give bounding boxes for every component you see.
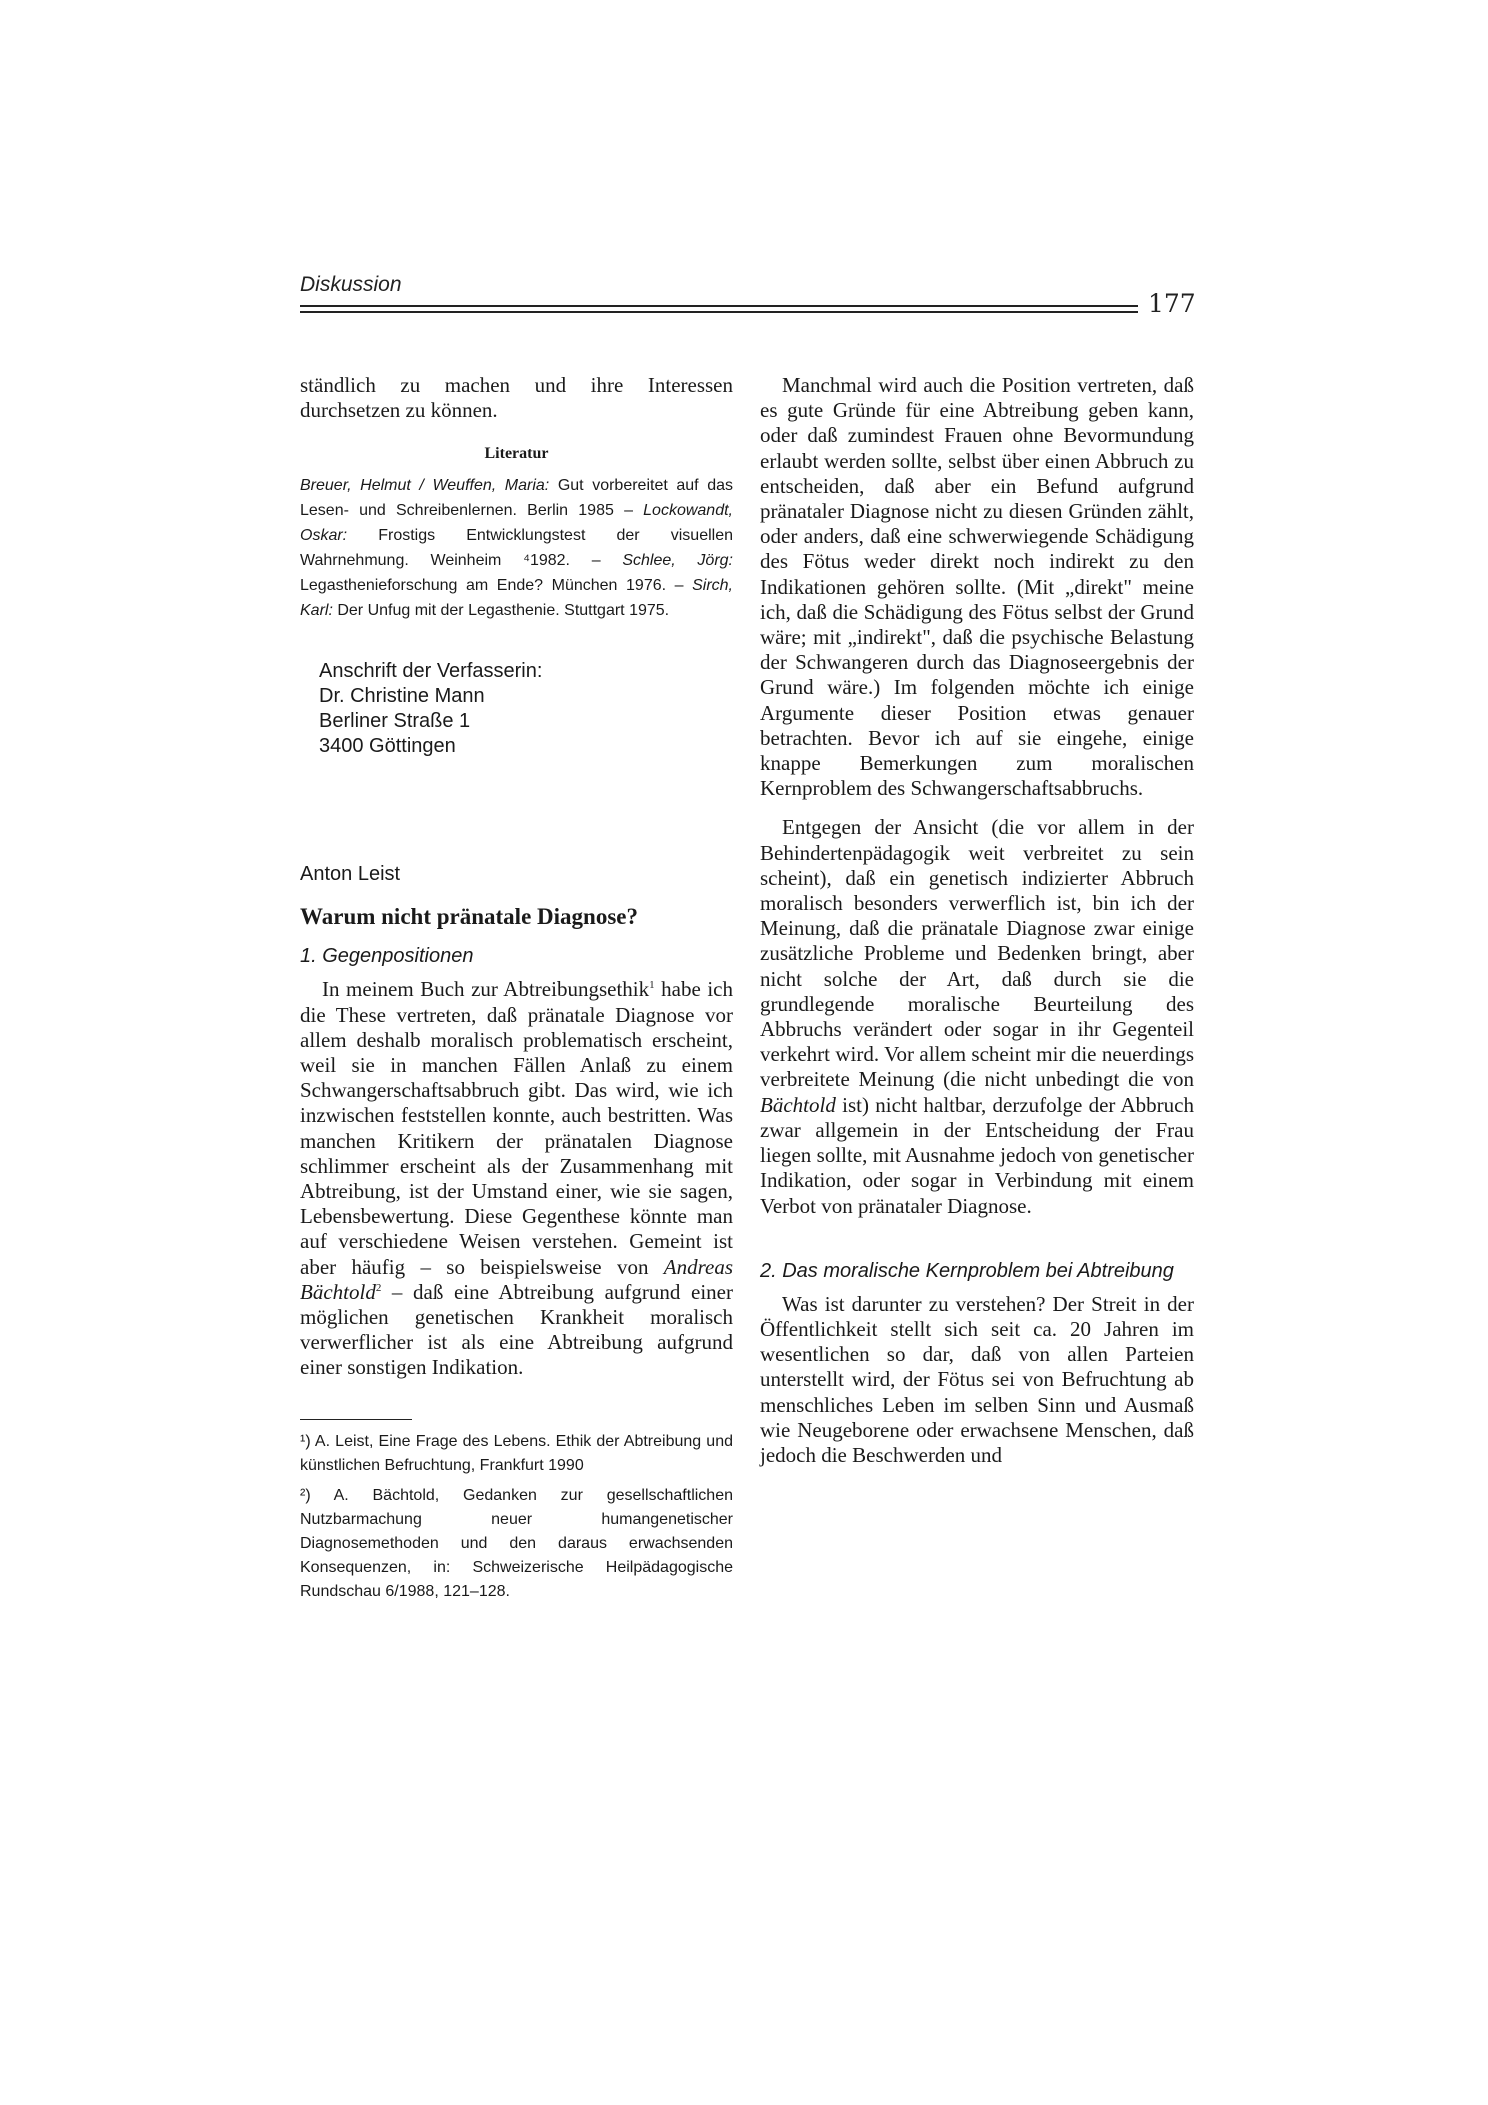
footnote-marker: 1	[649, 979, 655, 992]
lit-author: Sirch, Karl:	[300, 577, 733, 620]
right-column	[760, 373, 1194, 1468]
lit-text: Gut vorbereitet auf das Lesen- und Schreibenlernen. Berlin 1985 –	[300, 477, 734, 520]
address-line: Anschrift der Verfasserin:	[319, 660, 543, 683]
left-column	[300, 373, 733, 1604]
article-title: Warum nicht pränatale Diagnose?	[300, 904, 638, 930]
footnote: ¹) A. Leist, Eine Frage des Lebens. Ethik der Abtreibung und künstlichen Befruchtung, Frankfurt 1990	[300, 1432, 733, 1474]
author-address	[319, 659, 733, 759]
lit-author: Breuer, Helmut / Weuffen, Maria:	[300, 477, 550, 495]
text-run: Entgegen der Ansicht (die vor allem in der Behindertenpädagogik weit verbreitet zu sein scheint), daß ein genetisch indizierter Abbruch moralisch besonders verwerflich ist, bin ich der Meinung, daß die pränatale Diagnose zwar einige zusätzliche Probleme und Bedenken bringt, aber nicht solche der Art, daß durch sie die grundlegende moralische Beurteilung des Abbruchs verändert oder sogar in ihr Gegenteil verkehrt wird. Vor allem scheint mir die neuerdings verbreitete Meinung (die nicht unbedingt die von	[760, 815, 1194, 1092]
paragraph-continuation: ständlich zu machen und ihre Interessen durchsetzen zu können.	[300, 373, 733, 423]
text-run: habe ich die These vertreten, daß pränatale Diagnose vor allem deshalb moralisch problematisch erscheint, weil sie in manchen Fällen Anlaß zu einem Schwangerschaftsabbruch gibt. Das wird, wie ich inzwischen feststellen konnte, auch bestritten. Was manchen Kritikern der pränatalen Diagnose schlimmer erscheint als der Zusammenhang mit Abtreibung, ist der Umstand einer, wie sie sagen, Lebensbewertung. Diese Gegenthese könnte man auf verschiedene Weisen verstehen. Gemeint ist aber häufig – so beispielsweise von	[300, 977, 733, 1279]
body-paragraph	[300, 977, 733, 1380]
article-author: Anton Leist	[300, 863, 401, 886]
text-run: In meinem Buch zur Abtreibungsethik	[322, 977, 650, 1002]
header-rule	[300, 311, 1138, 313]
text-run: ist) nicht haltbar, derzufolge der Abbruch zwar allgemein in der Entscheidung der Frau liegen sollte, mit Ausnahme jedoch von genetischer Indikation, oder sogar in Verbindung mit einem Verbot von pränataler Diagnose.	[760, 1092, 1194, 1218]
address-line: 3400 Göttingen	[319, 735, 456, 758]
text-run: – daß eine Abtreibung aufgrund einer möglichen genetischen Krankheit moralisch verwerflicher ist als eine Abtreibung aufgrund einer sonstigen Indikation.	[300, 1279, 733, 1380]
footnote-rule	[300, 1419, 412, 1420]
address-line: Dr. Christine Mann	[319, 685, 485, 708]
address-line: Berliner Straße 1	[319, 710, 471, 733]
literature-heading: Literatur	[484, 445, 549, 463]
cited-name: Andreas Bächtold	[300, 1254, 733, 1304]
literature-list	[300, 473, 733, 623]
body-paragraph	[760, 815, 1194, 1218]
running-header-title: Diskussion	[300, 273, 402, 296]
lit-author: Lockowandt, Oskar:	[300, 502, 733, 545]
section-heading: 1. Gegenpositionen	[300, 945, 474, 968]
body-paragraph: Was ist darunter zu verstehen? Der Streit in der Öffentlichkeit stellt sich seit ca. 20 Jahren im wesentlichen so dar, daß von allen Parteien unterstellt wird, der Fötus sei von Befruchtung ab menschliches Leben im selben Sinn und Ausmaß wie Neugeborene oder erwachsene Menschen, daß jedoch die Beschwerden und	[760, 1291, 1194, 1467]
section-heading: 2. Das moralische Kernproblem bei Abtreibung	[760, 1259, 1174, 1282]
cited-name: Bächtold	[760, 1092, 836, 1117]
lit-text: Legasthenieforschung am Ende? München 1976. –	[300, 577, 693, 595]
body-paragraph: Manchmal wird auch die Position vertreten, daß es gute Gründe für eine Abtreibung geben kann, oder daß zumindest Frauen ohne Bevormundung erlaubt werden sollte, selbst über einen Abbruch zu entscheiden, daß aber ein Befund aufgrund pränataler Diagnose nicht zu diesen Gründen zählt, oder anders, daß eine schwerwiegende Schädigung des Fötus weder direkt noch indirekt zu den Indikationen gehören sollte. (Mit „direkt" meine ich, daß die Schädigung des Fötus selbst der Grund wäre; mit „indirekt", daß die psychische Belastung der Schwangeren durch das Diagnoseergebnis der Grund wäre.) Im folgenden möchte ich einige Argumente dieser Position etwas genauer betrachten. Bevor ich auf sie eingehe, einige knappe Bemerkungen zum moralischen Kernproblem des Schwangerschaftsabbruchs.	[760, 373, 1194, 801]
page-number: 177	[1148, 289, 1196, 318]
lit-text: Frostigs Entwicklungstest der visuellen Wahrnehmung. Weinheim ⁴1982. –	[300, 527, 733, 570]
lit-text: Der Unfug mit der Legasthenie. Stuttgart 1975.	[332, 602, 670, 620]
lit-author: Schlee, Jörg:	[622, 552, 734, 570]
footnote-marker: 2	[375, 1281, 382, 1294]
footnote: ²) A. Bächtold, Gedanken zur gesellschaftlichen Nutzbarmachung neuer humangenetischer Diagnosemethoden und den daraus erwachsenden Konsequenzen, in: Schweizerische Heilpädagogische Rundschau 6/1988, 121–128.	[300, 1486, 733, 1600]
header-rule	[300, 305, 1138, 307]
